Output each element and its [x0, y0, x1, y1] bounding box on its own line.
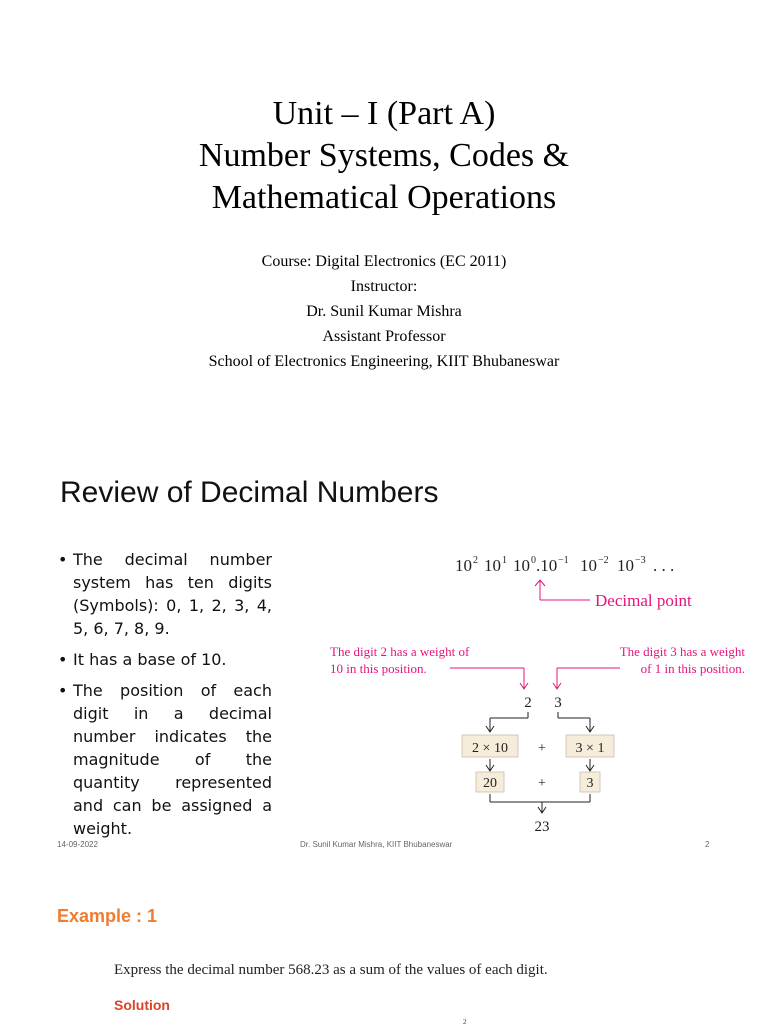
left-note-line2: 10 in this position.: [330, 661, 427, 676]
total-value: 23: [534, 819, 550, 835]
example-question: Express the decimal number 568.23 as a sum of the values of each digit.: [114, 962, 548, 978]
power-exp: −2: [598, 555, 609, 566]
left-note-arrow: [450, 668, 528, 689]
value-right: 3: [586, 776, 594, 791]
bullet-item: [58, 548, 272, 640]
power-exp: 0: [531, 555, 536, 566]
slide-heading: Review of Decimal Numbers: [60, 476, 439, 509]
bullet-text: The decimal number system has ten digits (Symbols): 0, 1, 2, 3, 4, 5, 6, 7, 8, 9.: [73, 550, 272, 638]
power-base: .10: [536, 556, 558, 575]
value-left: 20: [483, 776, 497, 791]
power-base: 10: [484, 556, 501, 575]
power-base: 10: [455, 556, 472, 575]
bullet-dot: •: [58, 650, 68, 669]
value-arrows: [486, 759, 594, 771]
plus-sign: +: [538, 776, 546, 791]
product-right: 3 × 1: [575, 741, 605, 756]
power-exp: 2: [473, 555, 478, 566]
slide-title-line-2: Number Systems, Codes &: [198, 137, 570, 174]
bullet-text: It has a base of 10.: [73, 650, 227, 669]
product-left: 2 × 10: [472, 741, 508, 756]
title-slide: [0, 0, 768, 440]
decimal-point-label: Decimal point: [595, 591, 692, 610]
designation: Assistant Professor: [322, 328, 446, 345]
ellipsis: . . .: [653, 556, 675, 575]
right-note-arrow: [553, 668, 620, 689]
slide-title-line-1: Unit – I (Part A): [272, 95, 496, 132]
footer-page-number: 2: [705, 840, 710, 849]
left-note-line1: The digit 2 has a weight of: [330, 644, 470, 659]
footer-author: Dr. Sunil Kumar Mishra, KIIT Bhubaneswar: [300, 840, 453, 849]
right-note-line1: The digit 3 has a weight: [619, 644, 745, 659]
bullet-dot: •: [58, 550, 68, 569]
place-value-diagram: [300, 540, 760, 850]
decimal-review-slide: [0, 440, 768, 860]
bullet-item: [58, 648, 272, 671]
power-base: 10: [513, 556, 530, 575]
power-exp: −1: [558, 555, 569, 566]
plus-sign: +: [538, 741, 546, 756]
power-base: 10: [617, 556, 634, 575]
power-base: 10: [580, 556, 597, 575]
sum-connector: [490, 794, 590, 813]
instructor-label: Instructor:: [350, 278, 418, 295]
footer-date: 14-09-2022: [57, 840, 98, 849]
school-name: School of Electronics Engineering, KIIT Bhubaneswar: [208, 353, 560, 370]
bullet-list: [58, 548, 272, 848]
digit-right: 3: [554, 695, 562, 711]
solution-label: Solution: [114, 997, 170, 1013]
decimal-point-pointer: [535, 580, 590, 600]
powers-row: [455, 555, 674, 575]
example-title: Example : 1: [57, 906, 158, 926]
digit-left: 2: [524, 695, 532, 711]
power-exp: 1: [502, 555, 507, 566]
instructor-name: Dr. Sunil Kumar Mishra: [306, 303, 462, 320]
split-connectors: [486, 712, 594, 732]
bullet-item: [58, 679, 272, 840]
right-note-line2: of 1 in this position.: [640, 661, 745, 676]
example-slide: [0, 880, 768, 1024]
power-exp: −3: [635, 555, 646, 566]
bullet-dot: •: [58, 681, 68, 700]
bullet-text: The position of each digit in a decimal number indicates the magnitude of the quantity represented and can be assigned a weight.: [73, 681, 272, 838]
partial-superscript: 2: [463, 1018, 467, 1026]
course-line: Course: Digital Electronics (EC 2011): [261, 253, 507, 270]
slide-title-line-3: Mathematical Operations: [211, 179, 557, 216]
